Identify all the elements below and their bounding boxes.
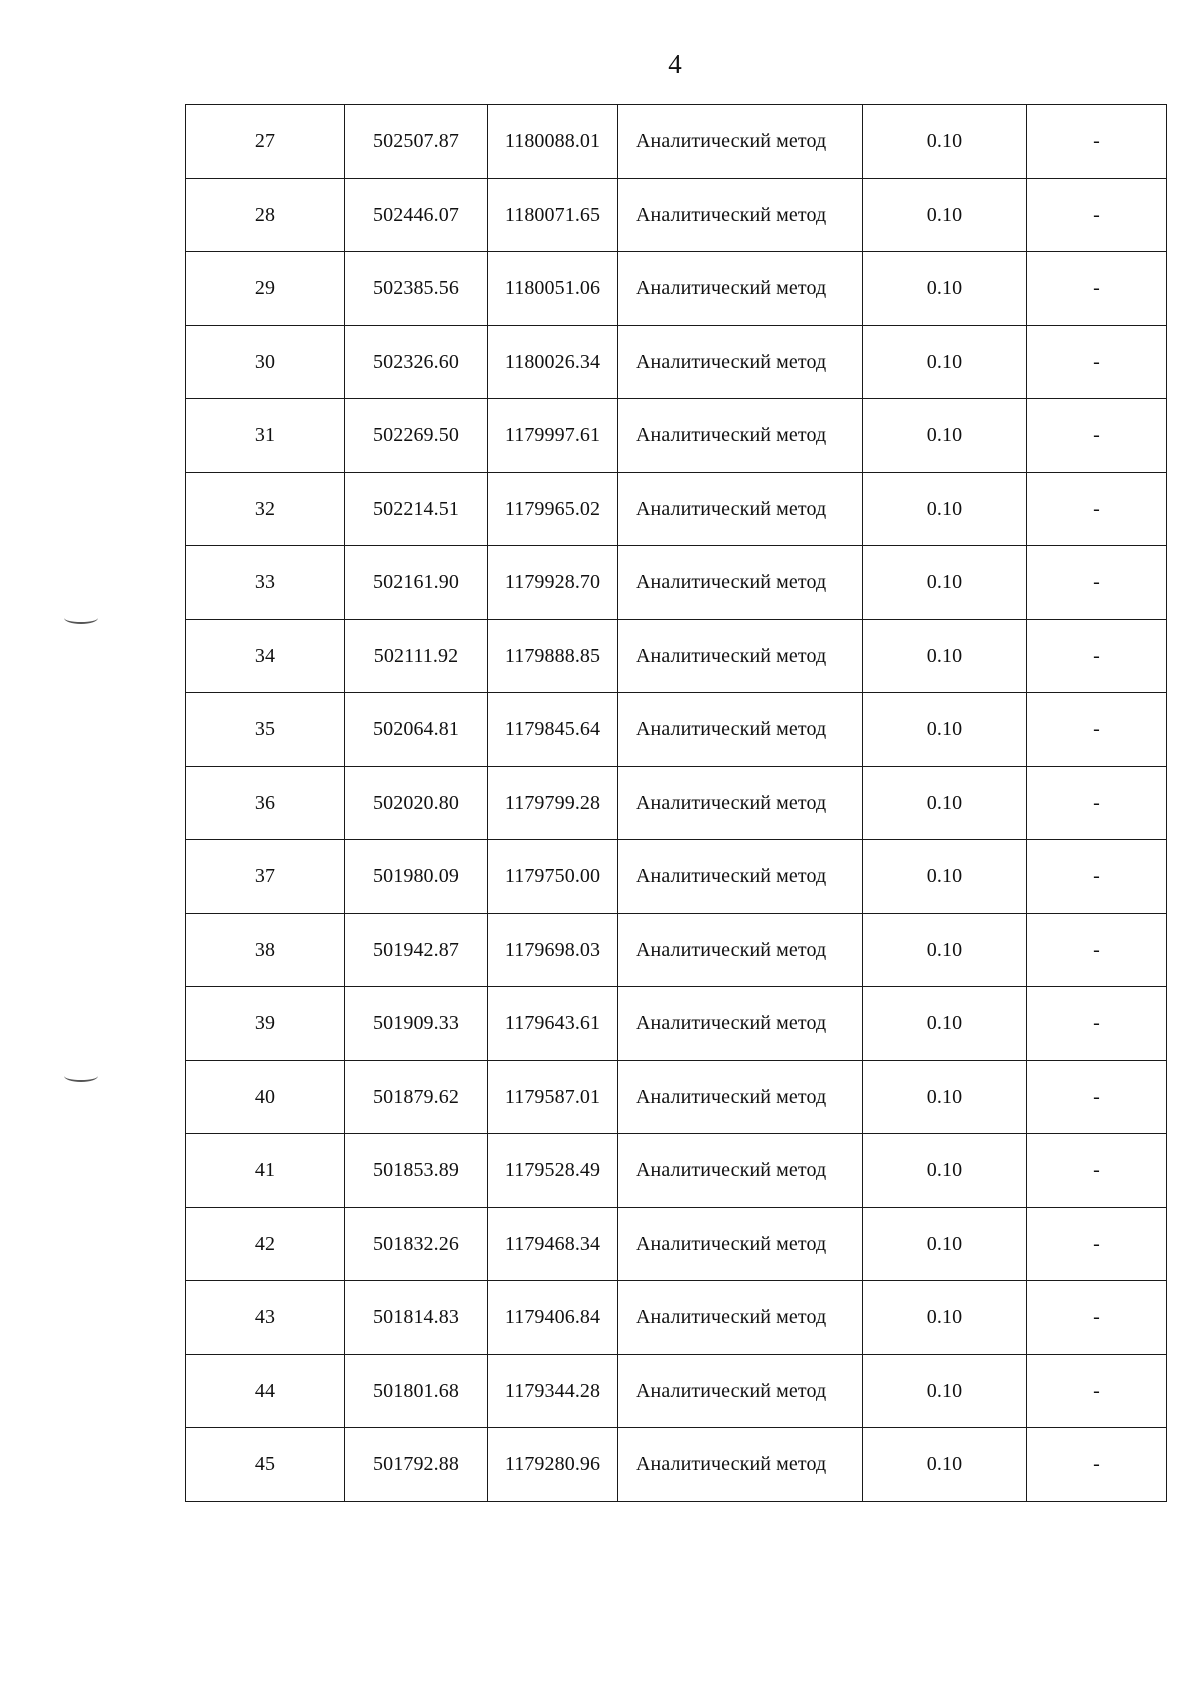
y-coordinate-cell: 1179587.01 — [488, 1060, 618, 1134]
x-coordinate-cell: 502161.90 — [345, 546, 488, 620]
method-cell: Аналитический метод — [618, 1354, 863, 1428]
table-row — [186, 1281, 1167, 1355]
note-cell: - — [1027, 399, 1167, 473]
y-coordinate-cell: 1179698.03 — [488, 913, 618, 987]
accuracy-cell: 0.10 — [863, 178, 1027, 252]
accuracy-cell: 0.10 — [863, 1207, 1027, 1281]
x-coordinate-cell: 501801.68 — [345, 1354, 488, 1428]
point-number-cell: 34 — [186, 619, 345, 693]
y-coordinate-cell: 1179928.70 — [488, 546, 618, 620]
accuracy-cell: 0.10 — [863, 1281, 1027, 1355]
table-row — [186, 178, 1167, 252]
note-cell: - — [1027, 693, 1167, 767]
x-coordinate-cell: 502385.56 — [345, 252, 488, 326]
method-cell: Аналитический метод — [618, 252, 863, 326]
method-cell: Аналитический метод — [618, 178, 863, 252]
point-number-cell: 39 — [186, 987, 345, 1061]
x-coordinate-cell: 501832.26 — [345, 1207, 488, 1281]
note-cell: - — [1027, 1060, 1167, 1134]
note-cell: - — [1027, 1354, 1167, 1428]
x-coordinate-cell: 502064.81 — [345, 693, 488, 767]
note-cell: - — [1027, 913, 1167, 987]
accuracy-cell: 0.10 — [863, 472, 1027, 546]
y-coordinate-cell: 1179997.61 — [488, 399, 618, 473]
method-cell: Аналитический метод — [618, 1281, 863, 1355]
page-number: 4 — [668, 49, 682, 79]
accuracy-cell: 0.10 — [863, 105, 1027, 179]
table-row — [186, 105, 1167, 179]
x-coordinate-cell: 501980.09 — [345, 840, 488, 914]
note-cell: - — [1027, 178, 1167, 252]
accuracy-cell: 0.10 — [863, 1060, 1027, 1134]
method-cell: Аналитический метод — [618, 840, 863, 914]
method-cell: Аналитический метод — [618, 619, 863, 693]
table-row — [186, 1207, 1167, 1281]
note-cell: - — [1027, 546, 1167, 620]
x-coordinate-cell: 501792.88 — [345, 1428, 488, 1502]
method-cell: Аналитический метод — [618, 693, 863, 767]
note-cell: - — [1027, 1207, 1167, 1281]
accuracy-cell: 0.10 — [863, 546, 1027, 620]
table-row — [186, 1134, 1167, 1208]
method-cell: Аналитический метод — [618, 766, 863, 840]
method-cell: Аналитический метод — [618, 105, 863, 179]
point-number-cell: 38 — [186, 913, 345, 987]
point-number-cell: 27 — [186, 105, 345, 179]
y-coordinate-cell: 1179888.85 — [488, 619, 618, 693]
y-coordinate-cell: 1179528.49 — [488, 1134, 618, 1208]
x-coordinate-cell: 502214.51 — [345, 472, 488, 546]
accuracy-cell: 0.10 — [863, 1428, 1027, 1502]
method-cell: Аналитический метод — [618, 1134, 863, 1208]
table-row — [186, 1060, 1167, 1134]
accuracy-cell: 0.10 — [863, 693, 1027, 767]
point-number-cell: 35 — [186, 693, 345, 767]
table-row — [186, 399, 1167, 473]
accuracy-cell: 0.10 — [863, 325, 1027, 399]
x-coordinate-cell: 501942.87 — [345, 913, 488, 987]
coordinates-table — [185, 104, 1167, 1502]
point-number-cell: 36 — [186, 766, 345, 840]
x-coordinate-cell: 502020.80 — [345, 766, 488, 840]
method-cell: Аналитический метод — [618, 546, 863, 620]
accuracy-cell: 0.10 — [863, 913, 1027, 987]
table-row — [186, 1428, 1167, 1502]
note-cell: - — [1027, 1428, 1167, 1502]
binding-hole-mark — [64, 1070, 98, 1082]
y-coordinate-cell: 1179406.84 — [488, 1281, 618, 1355]
note-cell: - — [1027, 252, 1167, 326]
table-row — [186, 840, 1167, 914]
note-cell: - — [1027, 1281, 1167, 1355]
y-coordinate-cell: 1179344.28 — [488, 1354, 618, 1428]
x-coordinate-cell: 502446.07 — [345, 178, 488, 252]
note-cell: - — [1027, 987, 1167, 1061]
method-cell: Аналитический метод — [618, 987, 863, 1061]
accuracy-cell: 0.10 — [863, 252, 1027, 326]
x-coordinate-cell: 501879.62 — [345, 1060, 488, 1134]
accuracy-cell: 0.10 — [863, 766, 1027, 840]
accuracy-cell: 0.10 — [863, 840, 1027, 914]
method-cell: Аналитический метод — [618, 1428, 863, 1502]
note-cell: - — [1027, 105, 1167, 179]
method-cell: Аналитический метод — [618, 913, 863, 987]
method-cell: Аналитический метод — [618, 1060, 863, 1134]
x-coordinate-cell: 502111.92 — [345, 619, 488, 693]
table-row — [186, 252, 1167, 326]
point-number-cell: 30 — [186, 325, 345, 399]
y-coordinate-cell: 1179845.64 — [488, 693, 618, 767]
binding-hole-mark — [64, 612, 98, 624]
table-row — [186, 325, 1167, 399]
y-coordinate-cell: 1180088.01 — [488, 105, 618, 179]
x-coordinate-cell: 502269.50 — [345, 399, 488, 473]
x-coordinate-cell: 501814.83 — [345, 1281, 488, 1355]
accuracy-cell: 0.10 — [863, 619, 1027, 693]
table-row — [186, 987, 1167, 1061]
point-number-cell: 41 — [186, 1134, 345, 1208]
table-row — [186, 693, 1167, 767]
y-coordinate-cell: 1180026.34 — [488, 325, 618, 399]
table-row — [186, 619, 1167, 693]
y-coordinate-cell: 1180051.06 — [488, 252, 618, 326]
table-row — [186, 766, 1167, 840]
point-number-cell: 40 — [186, 1060, 345, 1134]
method-cell: Аналитический метод — [618, 1207, 863, 1281]
point-number-cell: 28 — [186, 178, 345, 252]
method-cell: Аналитический метод — [618, 472, 863, 546]
table-row — [186, 1354, 1167, 1428]
note-cell: - — [1027, 325, 1167, 399]
x-coordinate-cell: 502326.60 — [345, 325, 488, 399]
point-number-cell: 45 — [186, 1428, 345, 1502]
table-row — [186, 913, 1167, 987]
y-coordinate-cell: 1180071.65 — [488, 178, 618, 252]
accuracy-cell: 0.10 — [863, 987, 1027, 1061]
accuracy-cell: 0.10 — [863, 1354, 1027, 1428]
table-row — [186, 546, 1167, 620]
x-coordinate-cell: 501853.89 — [345, 1134, 488, 1208]
point-number-cell: 31 — [186, 399, 345, 473]
x-coordinate-cell: 502507.87 — [345, 105, 488, 179]
point-number-cell: 42 — [186, 1207, 345, 1281]
accuracy-cell: 0.10 — [863, 1134, 1027, 1208]
note-cell: - — [1027, 766, 1167, 840]
point-number-cell: 32 — [186, 472, 345, 546]
note-cell: - — [1027, 619, 1167, 693]
y-coordinate-cell: 1179750.00 — [488, 840, 618, 914]
table-row — [186, 472, 1167, 546]
method-cell: Аналитический метод — [618, 399, 863, 473]
table-body — [186, 105, 1167, 1502]
note-cell: - — [1027, 1134, 1167, 1208]
note-cell: - — [1027, 472, 1167, 546]
x-coordinate-cell: 501909.33 — [345, 987, 488, 1061]
point-number-cell: 29 — [186, 252, 345, 326]
y-coordinate-cell: 1179799.28 — [488, 766, 618, 840]
point-number-cell: 33 — [186, 546, 345, 620]
y-coordinate-cell: 1179280.96 — [488, 1428, 618, 1502]
y-coordinate-cell: 1179643.61 — [488, 987, 618, 1061]
point-number-cell: 37 — [186, 840, 345, 914]
method-cell: Аналитический метод — [618, 325, 863, 399]
point-number-cell: 43 — [186, 1281, 345, 1355]
note-cell: - — [1027, 840, 1167, 914]
point-number-cell: 44 — [186, 1354, 345, 1428]
accuracy-cell: 0.10 — [863, 399, 1027, 473]
y-coordinate-cell: 1179965.02 — [488, 472, 618, 546]
y-coordinate-cell: 1179468.34 — [488, 1207, 618, 1281]
